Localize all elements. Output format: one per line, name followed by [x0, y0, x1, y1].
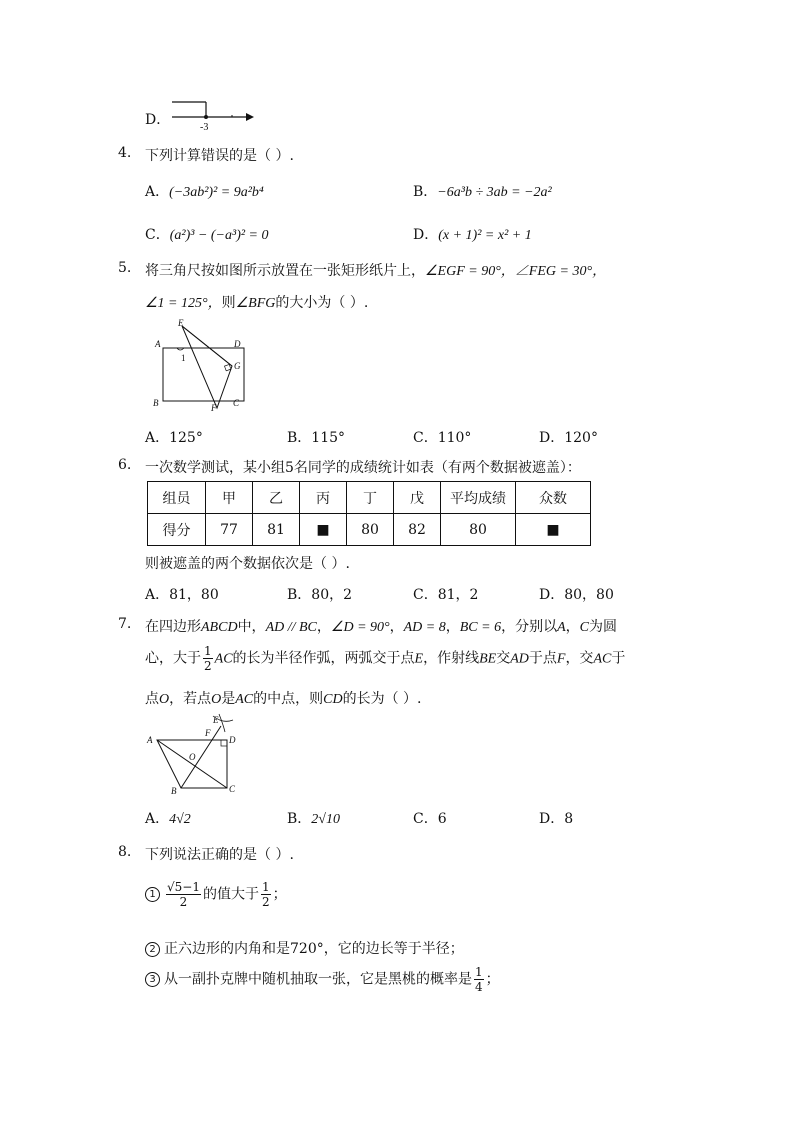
q4-stem: 下列计算错误的是（ ）. — [145, 148, 294, 164]
q3-tick-label: -3 — [200, 122, 209, 133]
svg-text:A: A — [155, 339, 161, 349]
q6-number: 6. — [118, 457, 132, 473]
svg-text:G: G — [234, 361, 241, 371]
svg-text:F: F — [211, 403, 217, 413]
q7-stem-line1: 在四边形ABCD中，AD // BC，∠D = 90°，AD = 8，BC = 6，分别以A，C为圆 — [145, 619, 617, 635]
q8-statement-2: 2 正六边形的内角和是720°，它的边长等于半径； — [145, 938, 464, 958]
table-cell: 81 — [253, 514, 300, 546]
svg-text:B: B — [153, 398, 159, 408]
table-header-cell: 丁 — [347, 482, 394, 514]
table-cell: 82 — [394, 514, 441, 546]
table-header-row — [148, 482, 591, 514]
q5-option-a[interactable]: A．125° — [145, 430, 203, 446]
q7-stem-line2: 心，大于 $\frac{1}{2}$ AC的长为半径作弧，两弧交于点E，作射线BE交AD于点F，交AC于 — [145, 644, 626, 673]
table-row — [148, 514, 591, 546]
fraction: $\frac{√5-1}{2}$ — [167, 880, 200, 909]
svg-text:F: F — [205, 728, 211, 738]
fraction: $\frac{1}{2}$ — [204, 644, 212, 673]
q4-option-d[interactable]: D．(x + 1)² = x² + 1 — [413, 227, 532, 243]
table-header-cell: 众数 — [516, 482, 591, 514]
q7-option-d[interactable]: D．8 — [539, 811, 574, 827]
q7-figure — [143, 712, 243, 796]
table-header-cell: 平均成绩 — [441, 482, 516, 514]
fraction: $\frac{1}{4}$ — [475, 965, 483, 994]
q3-number-line — [168, 100, 258, 134]
q6-option-c[interactable]: C．81，2 — [413, 587, 479, 603]
q8-number: 8. — [118, 844, 132, 860]
q5-stem-line1: 将三角尺按如图所示放置在一张矩形纸片上，∠EGF = 90°，∠FEG = 30°， — [145, 263, 607, 279]
circled-number-3: 3 — [145, 972, 160, 987]
table-header-cell: 戊 — [394, 482, 441, 514]
q7-number: 7. — [118, 616, 132, 632]
table-header-cell: 丙 — [300, 482, 347, 514]
q5-option-d[interactable]: D．120° — [539, 430, 598, 446]
svg-text:B: B — [171, 786, 177, 796]
q6-after-text: 则被遮盖的两个数据依次是（ ）. — [145, 556, 350, 572]
q5-figure — [150, 318, 250, 414]
table-cell: 得分 — [148, 514, 206, 546]
q6-score-table — [147, 481, 591, 546]
svg-text:C: C — [233, 398, 240, 408]
table-header-cell: 乙 — [253, 482, 300, 514]
table-cell: 77 — [206, 514, 253, 546]
q6-option-d[interactable]: D．80，80 — [539, 587, 614, 603]
circled-number-2: 2 — [145, 942, 160, 957]
table-cell: ■ — [300, 514, 347, 546]
q4-option-c[interactable]: C．(a²)³ − (−a³)² = 0 — [145, 227, 269, 243]
q5-number: 5. — [118, 260, 132, 276]
q4-number: 4. — [118, 145, 132, 161]
circled-number-1: 1 — [145, 887, 160, 902]
q4-option-b[interactable]: B．−6a³b ÷ 3ab = −2a² — [413, 184, 552, 200]
q8-stem: 下列说法正确的是（ ）. — [145, 847, 294, 863]
table-cell: ■ — [516, 514, 591, 546]
q7-option-b[interactable]: B．2√10 — [287, 811, 340, 827]
svg-text:E: E — [178, 318, 184, 328]
svg-text:O: O — [189, 752, 196, 762]
q5-stem-line2: ∠1 = 125°，则∠BFG的大小为（ ）. — [145, 295, 369, 311]
table-cell: 80 — [347, 514, 394, 546]
q5-option-b[interactable]: B．115° — [287, 430, 346, 446]
svg-text:C: C — [229, 784, 236, 794]
q8-statement-3: 3 从一副扑克牌中随机抽取一张，它是黑桃的概率是 $\frac{1}{4}$ ； — [145, 966, 500, 993]
q8-statement-1: 1 $\frac{√5-1}{2}$ 的值大于 $\frac{1}{2}$ ； — [145, 881, 287, 908]
q6-option-a[interactable]: A．81，80 — [145, 587, 219, 603]
q6-stem: 一次数学测试，某小组5名同学的成绩统计如表（有两个数据被遮盖）： — [145, 460, 581, 476]
q7-stem-line3: 点O，若点O是AC的中点，则CD的长为（ ）. — [145, 691, 422, 707]
q6-option-b[interactable]: B．80，2 — [287, 587, 353, 603]
q4-option-a[interactable]: A．(−3ab²)² = 9a²b⁴ — [145, 184, 264, 200]
table-header-cell: 甲 — [206, 482, 253, 514]
table-cell: 80 — [441, 514, 516, 546]
table-header-cell: 组员 — [148, 482, 206, 514]
q5-option-c[interactable]: C．110° — [413, 430, 472, 446]
svg-text:A: A — [147, 735, 153, 745]
q3-option-d-label[interactable]: D． — [145, 112, 171, 128]
fraction: $\frac{1}{2}$ — [261, 880, 270, 909]
svg-text:D: D — [229, 735, 236, 745]
svg-text:E: E — [213, 715, 219, 725]
q7-option-a[interactable]: A．4√2 — [145, 811, 191, 827]
svg-text:D: D — [234, 339, 241, 349]
svg-text:1: 1 — [181, 353, 186, 363]
q7-option-c[interactable]: C．6 — [413, 811, 447, 827]
